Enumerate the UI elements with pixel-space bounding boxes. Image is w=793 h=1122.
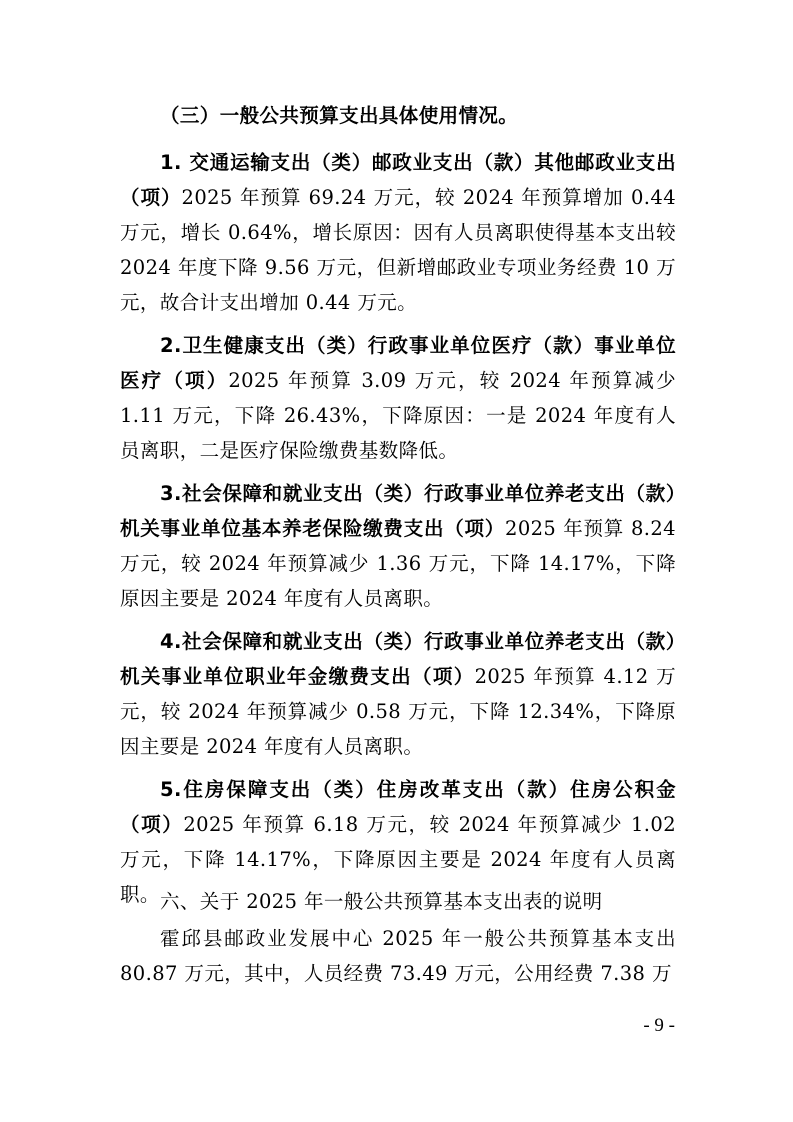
item-title: 1. 交通运输支出（类）邮政业支出（款）其他邮政业支出（项） (120, 151, 676, 209)
item-body: 2025 年预算 6.18 万元，较 2024 年预算减少 1.02 万元，下降 14.17%，下降原因主要是 2024 年度有人员离职。 (120, 813, 676, 906)
item-title: 2.卫生健康支出（类）行政事业单位医疗（款）事业单位医疗（项） (120, 334, 676, 392)
item-body: 2025 年预算 8.24 万元，较 2024 年预算减少 1.36 万元，下降 14.17%，下降原因主要是 2024 年度有人员离职。 (120, 517, 676, 610)
expenditure-item-4 (120, 624, 676, 764)
section-six-heading: 六、关于 2025 年一般公共预算基本支出表的说明 (160, 890, 603, 913)
item-title: 3.社会保障和就业支出（类）行政事业单位养老支出（款）机关事业单位基本养老保险缴费支出（项） (120, 482, 676, 540)
section-heading: （三）一般公共预算支出具体使用情况。 (160, 104, 519, 127)
item-title: 4.社会保障和就业支出（类）行政事业单位养老支出（款）机关事业单位职业年金缴费支出（项） (120, 630, 676, 688)
expenditure-item-3 (120, 476, 676, 616)
page-number: - 9 - (643, 1015, 675, 1036)
item-body: 2025 年预算 4.12 万元，较 2024 年预算减少 0.58 万元，下降 12.34%，下降原因主要是 2024 年度有人员离职。 (120, 665, 677, 758)
item-body: 2025 年预算 69.24 万元，较 2024 年预算增加 0.44 万元，增长 0.64%，增长原因：因有人员离职使得基本支出较 2024 年度下降 9.56 万元，但新增邮政业专项业务经费 10 万元，故合计支出增加 0.44 万元。 (120, 186, 677, 314)
expenditure-item-1 (120, 145, 676, 320)
item-title: 5.住房保障支出（类）住房改革支出（款）住房公积金（项） (120, 778, 676, 836)
item-body: 2025 年预算 3.09 万元，较 2024 年预算减少 1.11 万元，下降 26.43%，下降原因：一是 2024 年度有人员离职，二是医疗保险缴费基数降低。 (120, 369, 676, 462)
section-six-body: 霍邱县邮政业发展中心 2025 年一般公共预算基本支出 80.87 万元，其中，人员经费 73.49 万元，公用经费 7.38 万 (120, 927, 676, 985)
expenditure-item-2 (120, 328, 676, 468)
